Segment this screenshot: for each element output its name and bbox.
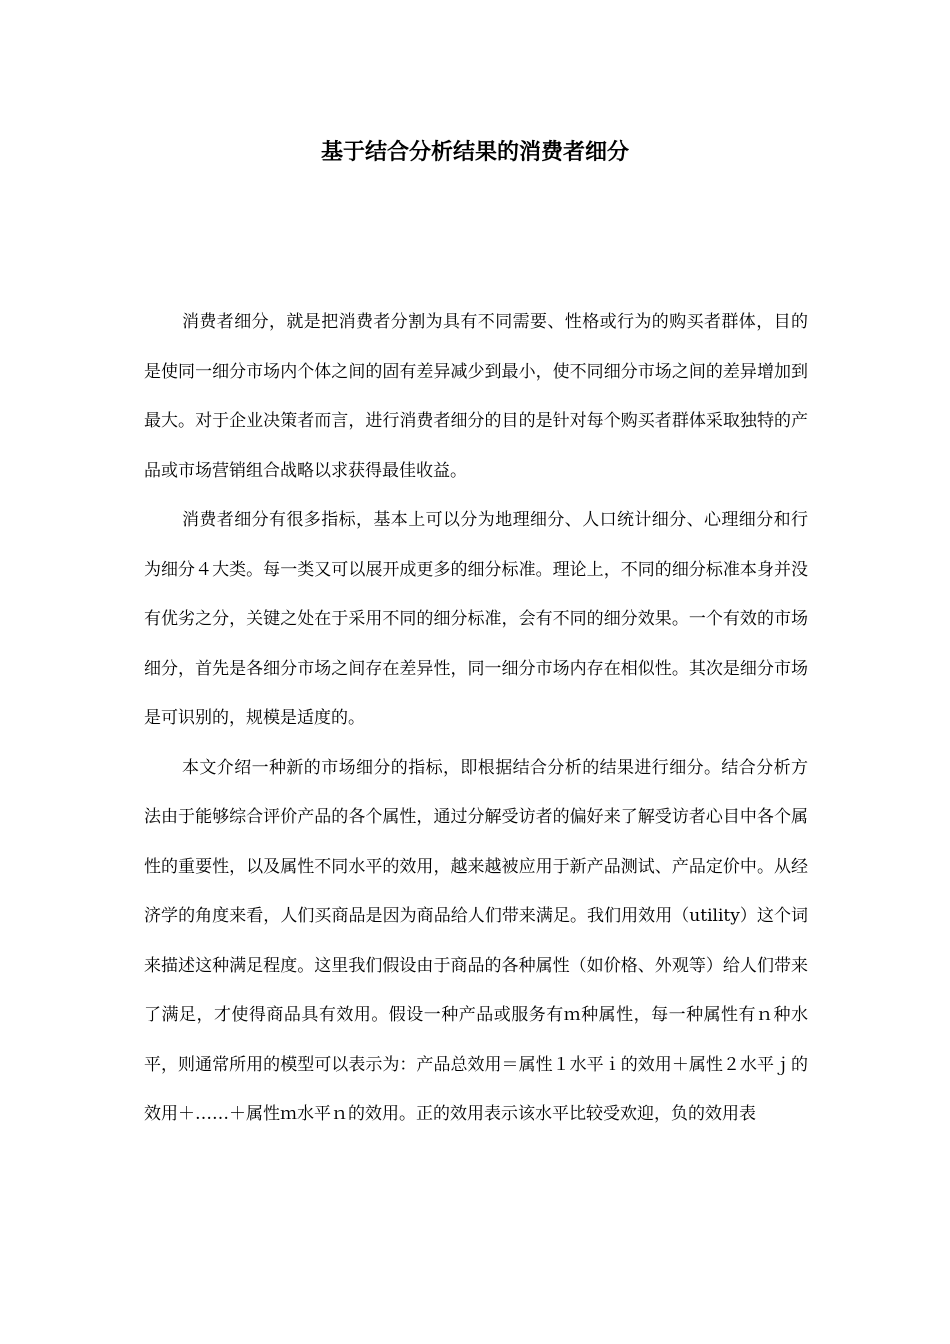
document-title: 基于结合分析结果的消费者细分 [320,139,629,165]
paragraph-3: 本文介绍一种新的市场细分的指标，即根据结合分析的结果进行细分。结合分析方法由于能够综合评价产品的各个属性，通过分解受访者的偏好来了解受访者心目中各个属性的重要性，以及属性不同水平的效用，越来越被应用于新产品测试、产品定价中。从经济学的角度来看，人们买商品是因为商品给人们带来满足。我们用效用（utility）这个词来描述这种满足程度。这里我们假设由于商品的各种属性（如价格、外观等）给人们带来了满足，才使得商品具有效用。假设一种产品或服务有ｍ种属性，每一种属性有ｎ种水平，则通常所用的模型可以表示为：产品总效用＝属性１水平ｉ的效用＋属性２水平ｊ的效用＋……＋属性ｍ水平ｎ的效用。正的效用表示该水平比较受欢迎，负的效用表 [144,757,808,1124]
document-body [144,298,808,1140]
paragraph-2: 消费者细分有很多指标，基本上可以分为地理细分、人口统计细分、心理细分和行为细分４大类。每一类又可以展开成更多的细分标准。理论上，不同的细分标准本身并没有优劣之分，关键之处在于采用不同的细分标准，会有不同的细分效果。一个有效的市场细分，首先是各细分市场之间存在差异性，同一细分市场内存在相似性。其次是细分市场是可识别的，规模是适度的。 [144,510,808,728]
paragraph-1: 消费者细分，就是把消费者分割为具有不同需要、性格或行为的购买者群体，目的是使同一细分市场内个体之间的固有差异减少到最小，使不同细分市场之间的差异增加到最大。对于企业决策者而言，进行消费者细分的目的是针对每个购买者群体采取独特的产品或市场营销组合战略以求获得最佳收益。 [144,312,808,481]
